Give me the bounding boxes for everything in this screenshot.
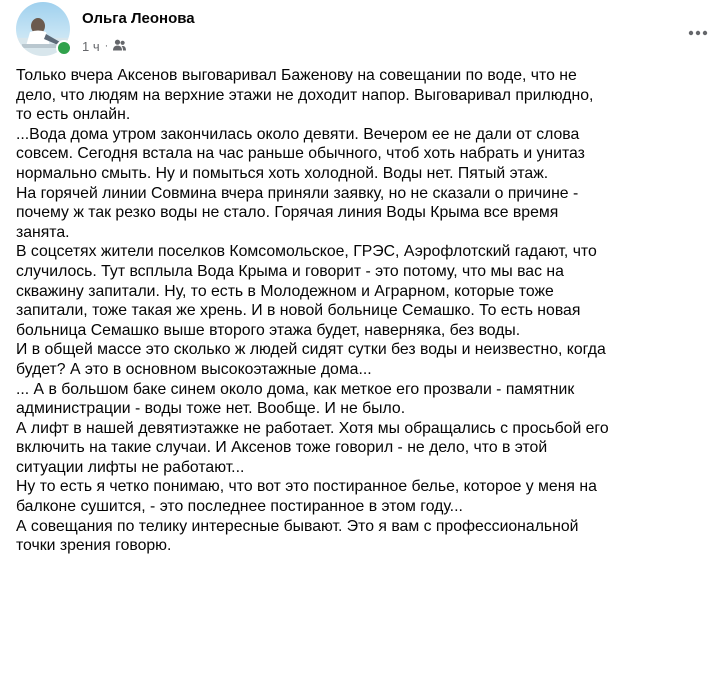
post-paragraph: На горячей линии Совмина вчера приняли заявку, но не сказали о причине - почему ж так резко воды не стало. Горячая линия Воды Крыма все время занята. — [16, 184, 579, 241]
meta-separator: · — [104, 40, 109, 52]
post-paragraph: ...Вода дома утром закончилась около девяти. Вечером ее не дали от слова совсем. Сегодня встала на час раньше обычного, чтоб хоть набрать и унитаз нормально смыть. Ну и помыться хоть холодной. Воды нет. Пятый этаж. — [16, 125, 585, 182]
post-paragraph: Только вчера Аксенов выговаривал Баженову на совещании по воде, что не дело, что людям на верхние этажи не доходит напор. Выговаривал прилюдно, то есть онлайн. — [16, 67, 594, 124]
more-options-button[interactable] — [680, 18, 716, 46]
author-avatar[interactable] — [16, 2, 70, 56]
post-paragraph: И в общей массе это сколько ж людей сидят сутки без воды и неизвестно, когда будет? А это в основном высокоэтажные дома... — [16, 341, 606, 378]
post-time[interactable]: 1 ч — [82, 38, 100, 54]
online-status-dot — [56, 40, 72, 56]
post-paragraph: А совещания по телику интересные бывают. Это я вам с профессиональной точки зрения говорю. — [16, 517, 579, 555]
more-dots-icon — [688, 23, 708, 41]
author-name[interactable]: Ольга Леонова — [82, 10, 195, 27]
post-paragraph: ... А в большом баке синем около дома, как меткое его прозвали - памятник администрации - воды тоже нет. Вообще. И не было. — [16, 380, 575, 418]
post-text — [16, 66, 710, 556]
post-header — [14, 2, 714, 60]
post-paragraph: В соцсетях жители поселков Комсомольское, ГРЭС, Аэрофлотский гадают, что случилось. Тут всплыла Вода Крыма и говорит - это потому, что мы вас на скважину запитали. Ну, то есть в Молодежном и Аграрном, которые тоже запитали, тоже такая же хрень. И в новой больнице Семашко. То есть новая больница Семашко выше второго этажа будет, наверняка, без воды. — [16, 243, 597, 339]
post-meta — [82, 37, 126, 55]
post-paragraph: Ну то есть я четко понимаю, что вот это постиранное белье, которое у меня на балконе сушится, - это последнее постиранное в этом году... — [16, 478, 597, 516]
friends-icon[interactable] — [113, 39, 126, 54]
post-paragraph: А лифт в нашей девятиэтажке не работает. Хотя мы обращались с просьбой его включить на такие случаи. И Аксенов тоже говорил - не дело, что в этой ситуации лифты не работают... — [16, 419, 609, 476]
